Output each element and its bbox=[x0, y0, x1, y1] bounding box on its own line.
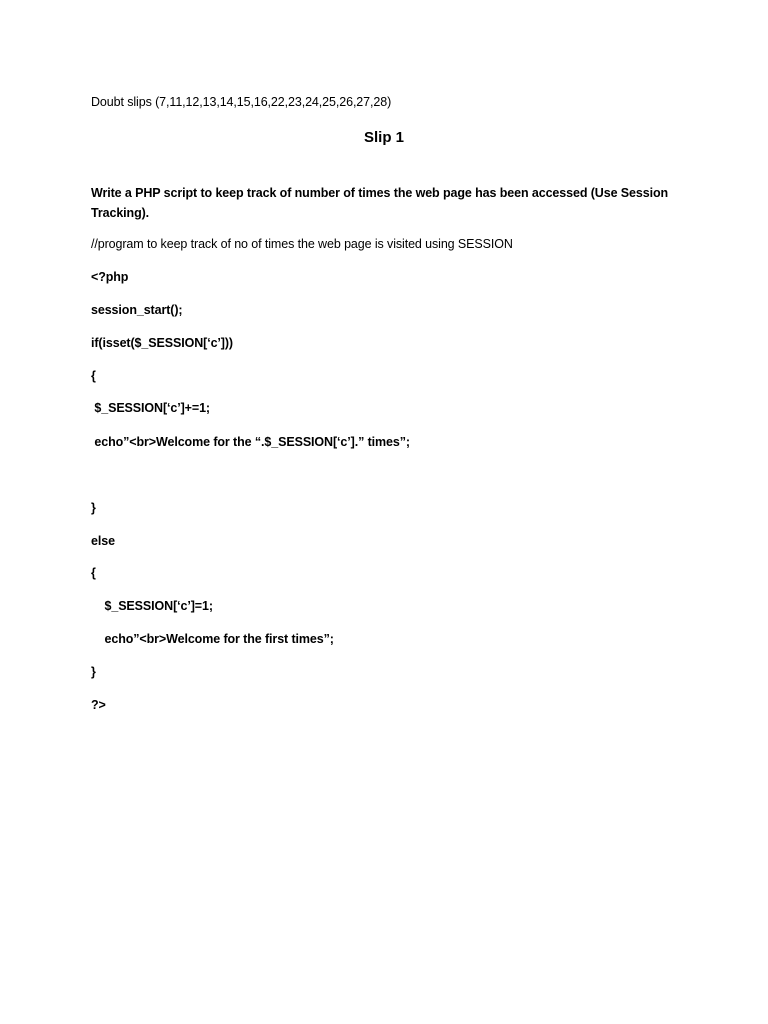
code-line: echo”<br>Welcome for the first times”; bbox=[91, 632, 334, 646]
code-line: } bbox=[91, 501, 96, 515]
code-line: } bbox=[91, 665, 96, 679]
code-line: echo”<br>Welcome for the “.$_SESSION[‘c’].” times”; bbox=[91, 435, 410, 449]
doubt-slips-note: Doubt slips (7,11,12,13,14,15,16,22,23,24,25,26,27,28) bbox=[91, 95, 392, 109]
question-text: Write a PHP script to keep track of number of times the web page has been accessed (Use Session Tracking). bbox=[91, 186, 669, 220]
code-line: <?php bbox=[91, 270, 129, 284]
slip-title: Slip 1 bbox=[363, 129, 404, 146]
code-line: if(isset($_SESSION[‘c’])) bbox=[91, 336, 233, 350]
code-line: ?> bbox=[91, 698, 106, 712]
code-line: { bbox=[91, 369, 96, 383]
code-line: else bbox=[91, 534, 115, 548]
code-line: $_SESSION[‘c’]=1; bbox=[91, 599, 213, 613]
code-line: { bbox=[91, 566, 96, 580]
code-line: session_start(); bbox=[91, 303, 183, 317]
code-comment: //program to keep track of no of times the web page is visited using SESSION bbox=[91, 237, 513, 251]
code-line: $_SESSION[‘c’]+=1; bbox=[91, 401, 210, 415]
